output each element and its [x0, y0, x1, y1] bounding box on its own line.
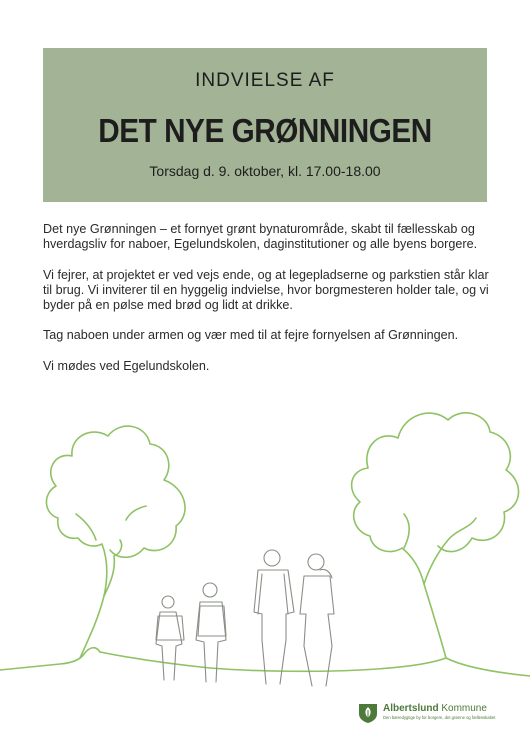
- logo-tagline: Den bæredygtige by for borgere, det grønne og fællesskabet: [383, 715, 496, 720]
- event-subtitle: INDVIELSE AF: [195, 70, 335, 91]
- leaf-shield-icon: [357, 702, 379, 724]
- header-banner: [43, 48, 487, 202]
- event-title: DET NYE GRØNNINGEN: [98, 112, 432, 149]
- park-illustration: [0, 380, 530, 720]
- paragraph-celebration: Vi fejrer, at projektet er ved vejs ende, og at legepladserne og parkstien står klar til brug. Vi inviterer til en hyggelig indvielse, hvor borgmesteren holder tale, og vi byder på en pølse med brød og lidt at drikke.: [43, 267, 489, 313]
- event-datetime: Torsdag d. 9. oktober, kl. 17.00-18.00: [149, 163, 381, 179]
- tree-line-drawing: [0, 413, 530, 676]
- invitation-text: [43, 222, 493, 389]
- albertslund-kommune-logo: [355, 700, 515, 726]
- logo-name-light: Kommune: [441, 703, 487, 714]
- paragraph-intro: Det nye Grønningen – et fornyet grønt bynaturområde, skabt til fællesskab og hverdagsliv for naboer, Egelundskolen, daginstitutioner og alle byens borgere.: [43, 222, 478, 252]
- paragraph-meeting-point: Vi mødes ved Egelundskolen.: [43, 358, 210, 373]
- logo-name: [383, 703, 487, 714]
- logo-name-bold: Albertslund: [383, 703, 439, 714]
- paragraph-invite: Tag naboen under armen og vær med til at fejre fornyelsen af Grønningen.: [43, 328, 459, 343]
